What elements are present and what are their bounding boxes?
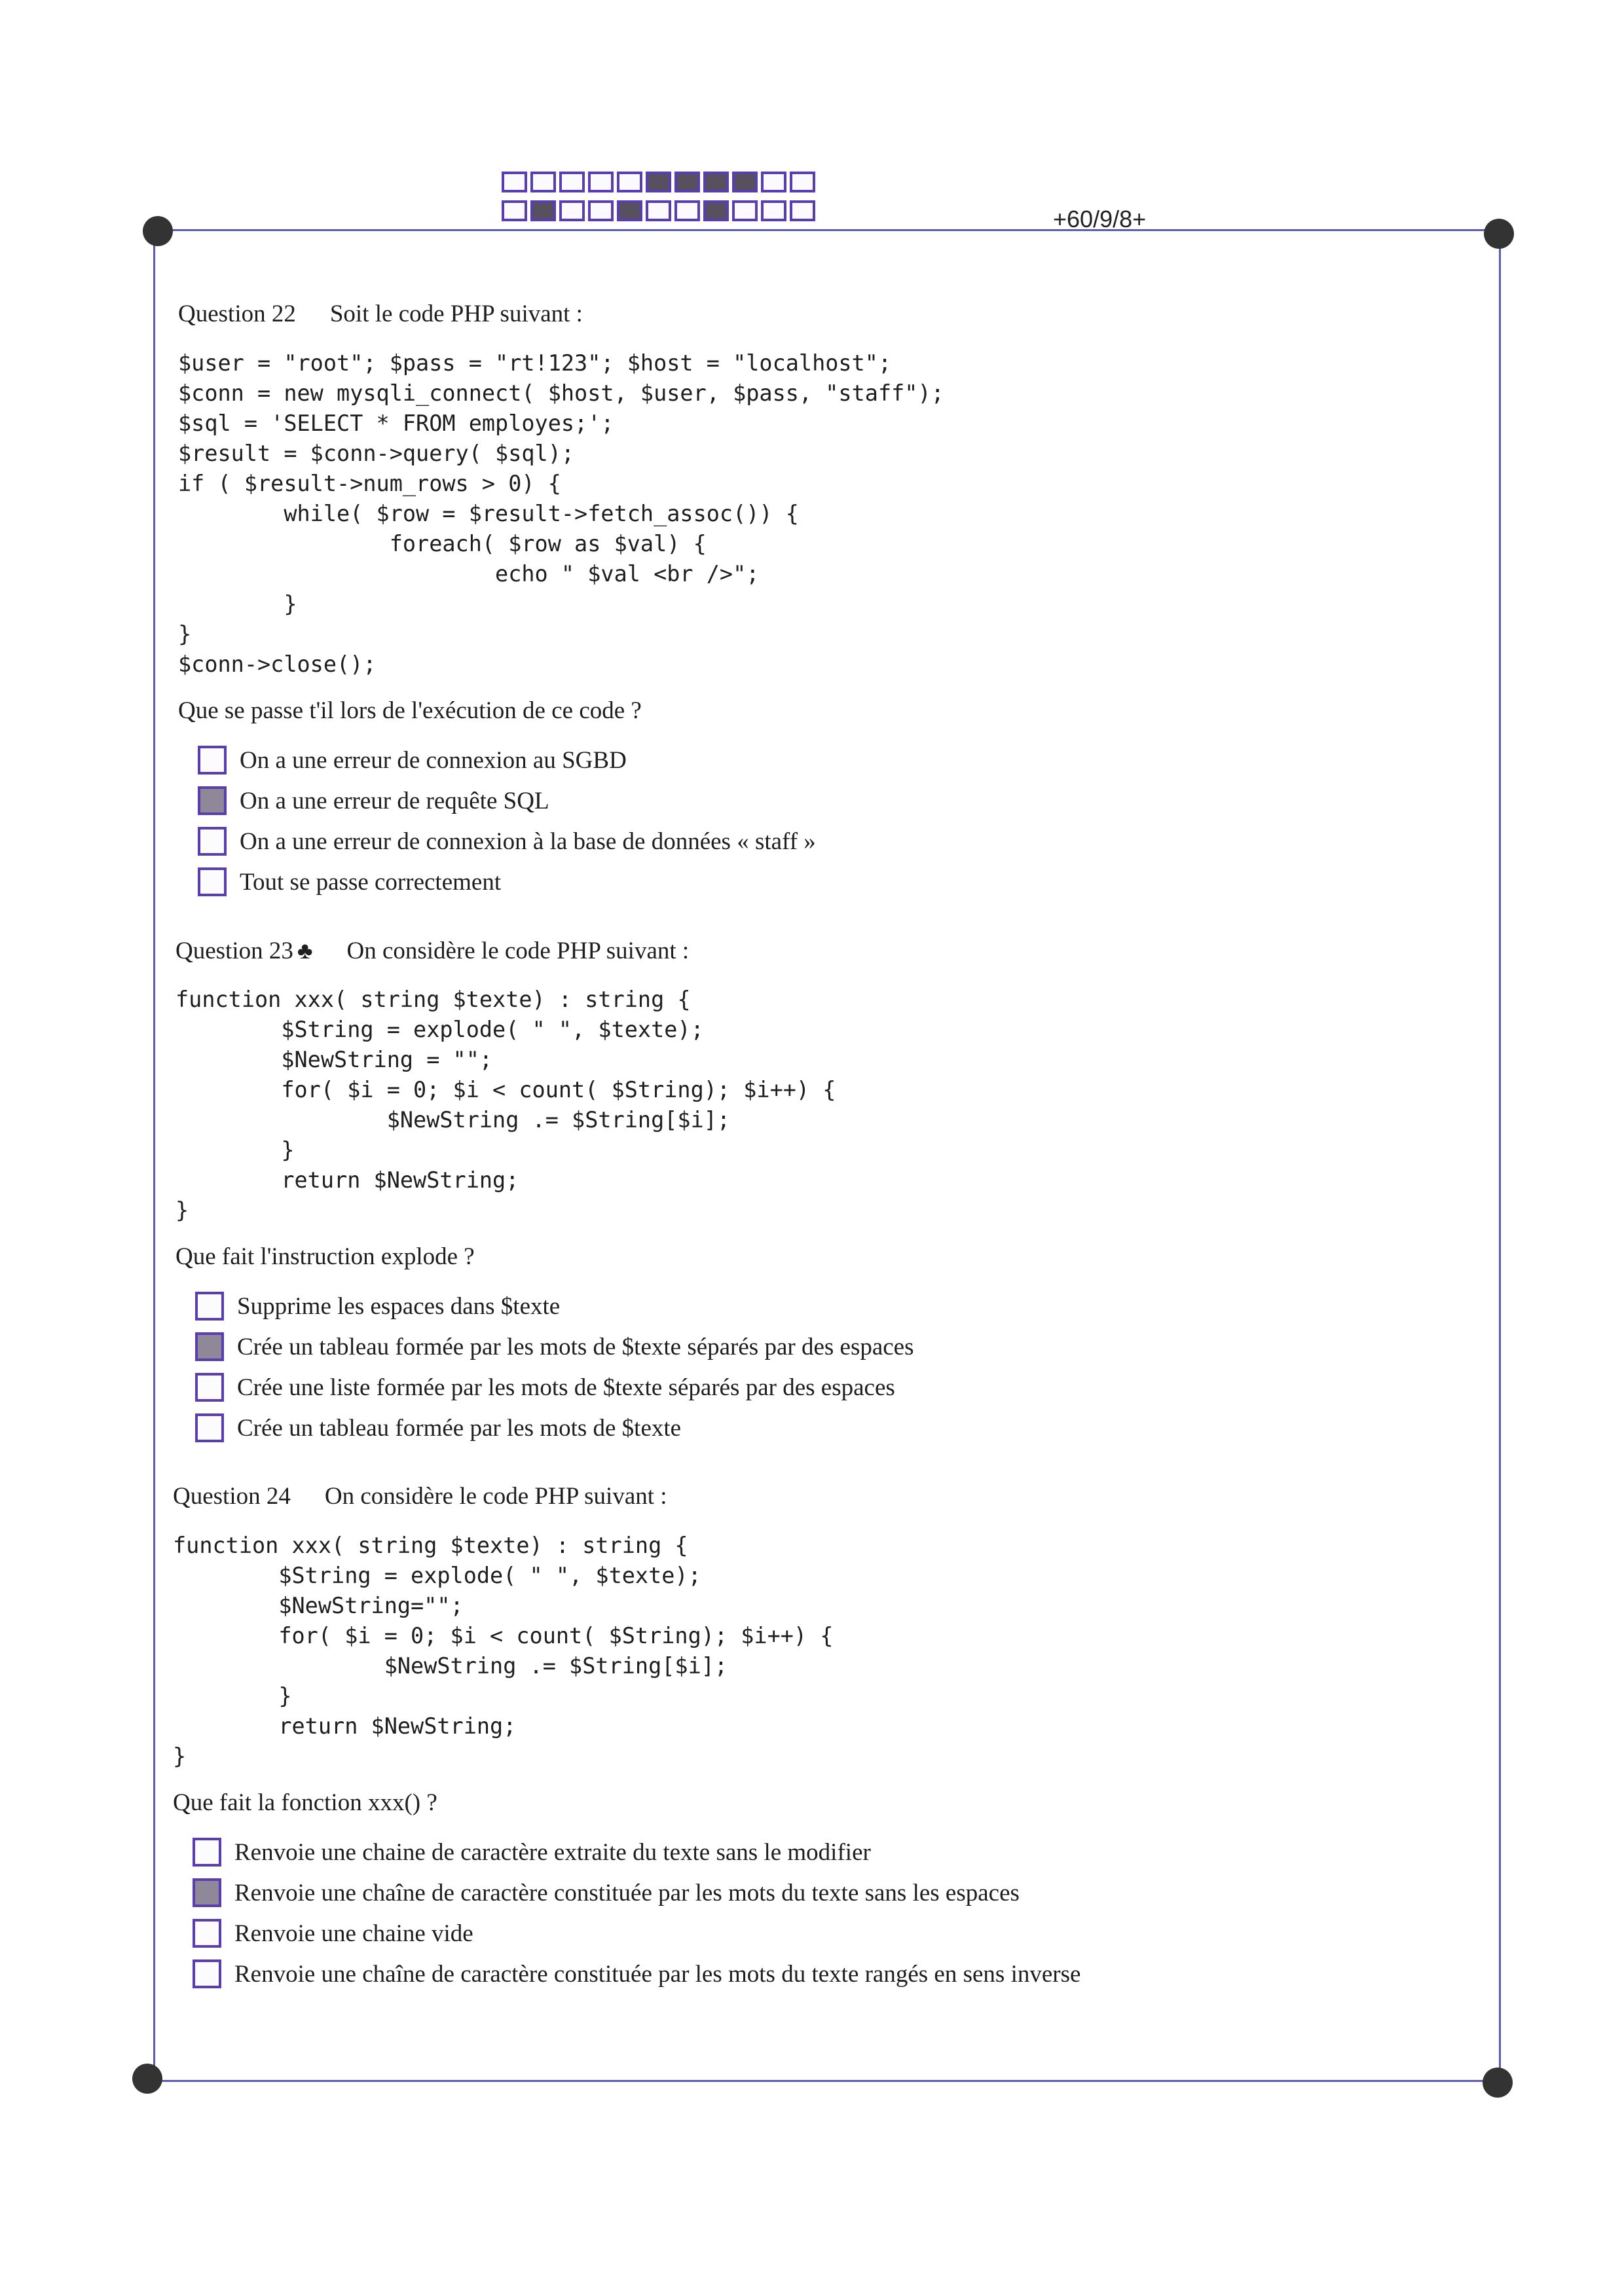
id-code-cell — [732, 172, 758, 192]
question-prompt: Que fait l'instruction explode ? — [175, 1243, 475, 1270]
answer-option[interactable] — [193, 1872, 1080, 1913]
answer-label: Renvoie une chaîne de caractère constituée par les mots du texte rangés en sens inverse — [234, 1960, 1081, 1988]
id-code-cell — [502, 172, 527, 192]
answer-label: Renvoie une chaine de caractère extraite du texte sans le modifier — [234, 1838, 871, 1866]
club-marker-icon: ♣ — [297, 938, 313, 964]
answer-option[interactable] — [193, 1913, 1080, 1954]
id-code-cell — [646, 200, 671, 221]
answer-list — [173, 1832, 1080, 1994]
id-code-cell — [790, 172, 815, 192]
id-code-cell — [761, 200, 786, 221]
answer-option[interactable] — [198, 862, 944, 902]
question-24 — [173, 1481, 1080, 1994]
code-block: function xxx( string $texte) : string { $String = explode( " ", $texte); $NewString = ""; for( $i = 0; $i < count( $String); $i++) { $NewString .= $String[$i]; } return $NewString; } — [175, 987, 836, 1223]
question-number: Question 24 — [173, 1483, 291, 1510]
id-code-grid-row-2 — [502, 200, 819, 221]
id-code-cell — [674, 172, 700, 192]
checkbox[interactable] — [198, 786, 227, 815]
question-header — [178, 299, 944, 330]
answer-option[interactable] — [198, 740, 944, 780]
answer-option[interactable] — [195, 1286, 914, 1326]
question-header — [173, 1481, 1080, 1512]
id-code-cell — [790, 200, 815, 221]
checkbox[interactable] — [193, 1878, 221, 1907]
id-code-cell — [674, 200, 700, 221]
id-code-cell — [617, 200, 642, 221]
answer-option[interactable] — [195, 1408, 914, 1448]
page-id: +60/9/8+ — [1053, 206, 1147, 232]
answer-label: Crée un tableau formée par les mots de $texte séparés par des espaces — [237, 1333, 914, 1360]
checkbox[interactable] — [193, 1919, 221, 1948]
answer-option[interactable] — [193, 1954, 1080, 1994]
corner-marker-bottom-right — [1483, 2068, 1513, 2098]
answer-label: Crée un tableau formée par les mots de $texte — [237, 1414, 682, 1442]
checkbox[interactable] — [195, 1292, 224, 1321]
id-code-cell — [617, 172, 642, 192]
question-23 — [175, 935, 914, 1448]
id-code-cell — [559, 200, 585, 221]
id-code-cell — [761, 172, 786, 192]
answer-option[interactable] — [195, 1367, 914, 1408]
question-prompt: Que se passe t'il lors de l'exécution de ce code ? — [178, 697, 642, 724]
id-code-cell — [559, 172, 585, 192]
corner-marker-top-right — [1484, 219, 1514, 249]
checkbox[interactable] — [193, 1838, 221, 1867]
question-number: Question 23 — [175, 938, 293, 964]
checkbox[interactable] — [198, 746, 227, 774]
code-block: $user = "root"; $pass = "rt!123"; $host = "localhost"; $conn = new mysqli_connect( $host, $user, $pass, "staff"); $sql = 'SELECT * FROM employes;'; $result = $conn->query( $sql); if ( $result->num_rows > 0) { while( $row = $result->fetch_assoc()) { foreach( $row as $val) { echo " $val <br />"; } } $conn->close(); — [178, 350, 944, 677]
question-header — [175, 935, 914, 966]
checkbox[interactable] — [195, 1332, 224, 1361]
checkbox[interactable] — [198, 827, 227, 856]
id-code-cell — [502, 200, 527, 221]
id-code-cell — [530, 172, 556, 192]
answer-label: Tout se passe correctement — [240, 868, 502, 896]
checkbox[interactable] — [195, 1413, 224, 1442]
checkbox[interactable] — [198, 867, 227, 896]
answer-label: Renvoie une chaine vide — [234, 1920, 473, 1947]
answer-list — [175, 1286, 914, 1448]
id-code-cell — [588, 200, 614, 221]
id-code-cell — [732, 200, 758, 221]
answer-option[interactable] — [195, 1326, 914, 1367]
answer-label: On a une erreur de connexion à la base de données « staff » — [240, 828, 816, 855]
id-code-cell — [646, 172, 671, 192]
id-code-cell — [530, 200, 556, 221]
question-22 — [178, 299, 944, 902]
answer-list — [178, 740, 944, 902]
answer-label: On a une erreur de requête SQL — [240, 787, 549, 814]
answer-option[interactable] — [198, 821, 944, 862]
corner-marker-bottom-left — [132, 2064, 162, 2094]
corner-marker-top-left — [143, 216, 173, 246]
answer-label: On a une erreur de connexion au SGBD — [240, 746, 627, 774]
answer-option[interactable] — [198, 780, 944, 821]
question-intro: On considère le code PHP suivant : — [324, 1483, 667, 1510]
answer-label: Supprime les espaces dans $texte — [237, 1292, 561, 1320]
id-code-grid-row-1 — [502, 172, 819, 192]
id-code-cell — [703, 172, 729, 192]
question-number: Question 22 — [178, 301, 296, 327]
answer-option[interactable] — [193, 1832, 1080, 1872]
question-intro: On considère le code PHP suivant : — [346, 938, 690, 964]
checkbox[interactable] — [193, 1959, 221, 1988]
question-prompt: Que fait la fonction xxx() ? — [173, 1789, 437, 1816]
code-block: function xxx( string $texte) : string { $String = explode( " ", $texte); $NewString=""; for( $i = 0; $i < count( $String); $i++) { $NewString .= $String[$i]; } return $NewString; } — [173, 1533, 834, 1769]
answer-label: Crée une liste formée par les mots de $texte séparés par des espaces — [237, 1374, 895, 1401]
answer-label: Renvoie une chaîne de caractère constituée par les mots du texte sans les espaces — [234, 1879, 1020, 1906]
checkbox[interactable] — [195, 1373, 224, 1402]
id-code-cell — [703, 200, 729, 221]
id-code-cell — [588, 172, 614, 192]
question-intro: Soit le code PHP suivant : — [329, 301, 583, 327]
